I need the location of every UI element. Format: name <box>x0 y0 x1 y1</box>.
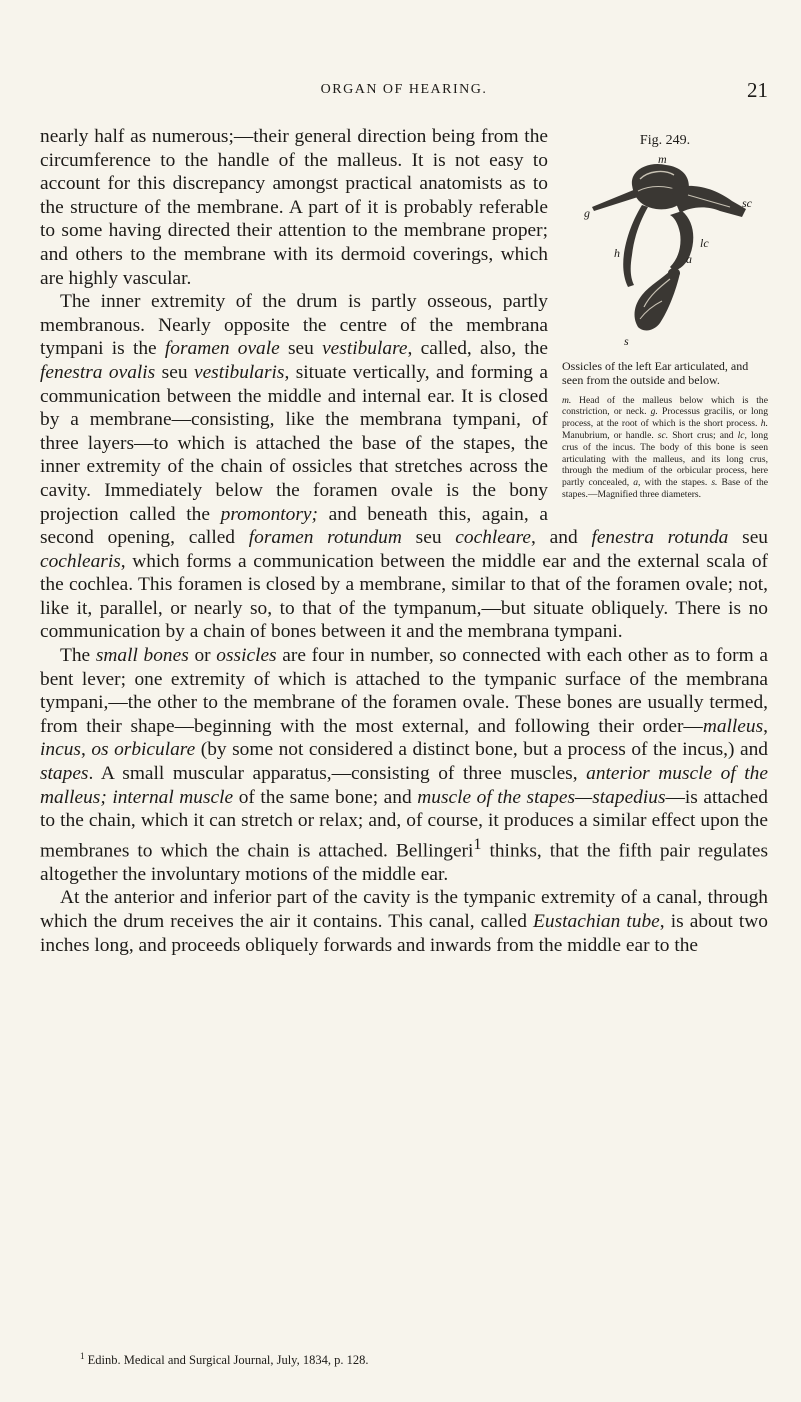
italic-term: os orbiculare <box>91 739 196 761</box>
text-run: seu <box>155 361 194 383</box>
figure-legend <box>562 395 768 501</box>
text-run: , which forms a communication between the middle ear and the external scala of the cochlea. This foramen is closed by a membrane, similar to that of the foramen ovale; not, like it, parallel, or nearly so, to that of the tympanum,—but situate obliquely. There is no communication by a chain of bones between it and the membrana tympani. <box>40 550 768 643</box>
text-run: or <box>188 645 217 667</box>
italic-term: cochlearis <box>40 550 121 572</box>
text-run: nearly half as numerous;—their general direction being from the circumference to the handle of the malleus. It is not easy to account for this discrepancy amongst practical anatomists as to the structure of the membrane. A part of it is probably referable to some having directed their attention to the membrane proper; and others to the membrane with its dermoid coverings, which are highly vascular. <box>40 126 548 289</box>
label-m: m <box>658 154 667 166</box>
legend-key: sc. <box>657 429 669 441</box>
paragraph <box>40 644 768 886</box>
text-run: . A small muscular apparatus,—consisting of three muscles, <box>88 763 587 785</box>
text-run: The <box>60 645 96 667</box>
running-header <box>40 78 768 102</box>
legend-text: Manubrium, or handle. <box>562 429 658 441</box>
text-run: seu <box>401 527 456 549</box>
text-run: At the anterior and inferior part of the cavity is the tympanic extremity of a canal, through which the drum receives the air it contains. This canal, called <box>40 887 768 933</box>
italic-term: cochleare <box>455 527 532 549</box>
figure-249 <box>562 125 768 501</box>
legend-text: with the stapes. <box>640 477 712 489</box>
italic-term: foramen rotundum <box>248 527 402 549</box>
italic-term: muscle of the stapes—stapedius <box>417 786 666 808</box>
legend-key: m. <box>562 394 572 406</box>
text-run: thinks, that the fifth pair regulates altogether the involuntary motions of the middle ear. <box>40 840 768 885</box>
label-s: s <box>624 333 629 348</box>
italic-term: vestibularis <box>193 361 285 383</box>
footnote <box>80 1351 770 1368</box>
text-run: , called, also, the <box>407 338 548 360</box>
label-a: a <box>686 251 692 266</box>
footnote-marker: 1 <box>80 1351 85 1361</box>
legend-key: s. <box>711 477 718 489</box>
italic-term: foramen ovale <box>164 338 280 360</box>
label-h: h <box>614 245 620 260</box>
label-lc: lc <box>700 235 709 250</box>
figure-caption: Ossicles of the left Ear articulated, and seen from the outside and below. <box>562 358 749 387</box>
italic-term: anterior muscle of the malleus; internal muscle <box>40 763 768 808</box>
text-run: , <box>763 715 768 737</box>
legend-text: Base of the stapes.—Magnified three diameters. <box>562 477 769 500</box>
text-run: seu <box>279 338 323 360</box>
italic-term: ossicles <box>216 645 277 667</box>
footnote-text: Edinb. Medical and Surgical Journal, July, 1834, p. 128. <box>84 1353 369 1368</box>
italic-term: small bones <box>95 645 189 667</box>
legend-key: lc, <box>737 429 747 441</box>
italic-term: fenestra ovalis <box>40 361 156 383</box>
text-run: (by some not considered a distinct bone, but a process of the incus,) and <box>195 739 768 761</box>
italic-term: fenestra rotunda <box>591 527 729 549</box>
legend-text: Head of the malleus below which is the constriction, or neck. <box>562 394 768 418</box>
italic-term: promontory; <box>220 503 318 525</box>
text-run: seu <box>728 527 768 549</box>
text-run: are four in number, so connected with each other as to form a bent lever; one extremity of which is attached to the tympanic surface of the membrana tympani,—the other to the membrane of the foramen ovale. These bones are usually termed, from their shape—beginning with the most external, and following their order— <box>40 645 768 737</box>
label-g: g <box>584 205 590 220</box>
ossicles-illustration <box>570 155 760 355</box>
page-number: 21 <box>747 78 768 102</box>
footnote-ref: 1 <box>473 835 482 853</box>
running-title: ORGAN OF HEARING. <box>320 82 488 97</box>
legend-key: g. <box>650 406 658 418</box>
text-run: The inner extremity of the drum is partly osseous, partly membranous. Nearly opposite the centre of the membrana tympani is the <box>40 291 548 360</box>
legend-key: h. <box>760 418 768 430</box>
italic-term: Eustachian tube <box>533 911 660 933</box>
figure-label: Fig. 249. <box>639 133 691 148</box>
italic-term: vestibulare <box>322 338 408 360</box>
body-text <box>40 125 768 957</box>
text-run: , <box>80 739 92 761</box>
label-sc: sc <box>742 195 752 210</box>
text-run: of the same bone; and <box>233 786 418 808</box>
legend-text: Short crus; and <box>668 429 738 441</box>
paragraph <box>40 886 768 957</box>
italic-term: stapes <box>40 763 89 785</box>
text-run: , is about two inches long, and proceeds obliquely forwards and inwards from the middle ear to the <box>40 911 768 956</box>
text-run: , situate vertically, and forming a communication between the middle and internal ear. It is closed by a membrane—consisting, like the membrana tympani, of three layers—to which is attached the base of the stapes, the inner extremity of the chain of ossicles that stretches across the cavity. Immediately below the foramen ovale is the bony projection called the <box>40 361 548 525</box>
text-run: —is attached to the chain, which it can stretch or relax; and, of course, it produces a similar effect upon the membranes to which the chain is attached. Bellingeri <box>40 786 768 862</box>
text-run: , and <box>531 527 592 549</box>
legend-key: a, <box>633 477 641 489</box>
text-run: and beneath this, again, a second opening, called <box>40 503 548 549</box>
italic-term: malleus <box>702 715 764 737</box>
italic-term: incus <box>40 739 81 761</box>
legend-text: Processus gracilis, or long process, at the root of which is the short process. <box>562 406 768 430</box>
legend-text: long crus of the incus. The body of this bone is seen articulating with the malleus, and its long crus, through the medium of the orbicular process, here partly concealed, <box>562 429 768 489</box>
